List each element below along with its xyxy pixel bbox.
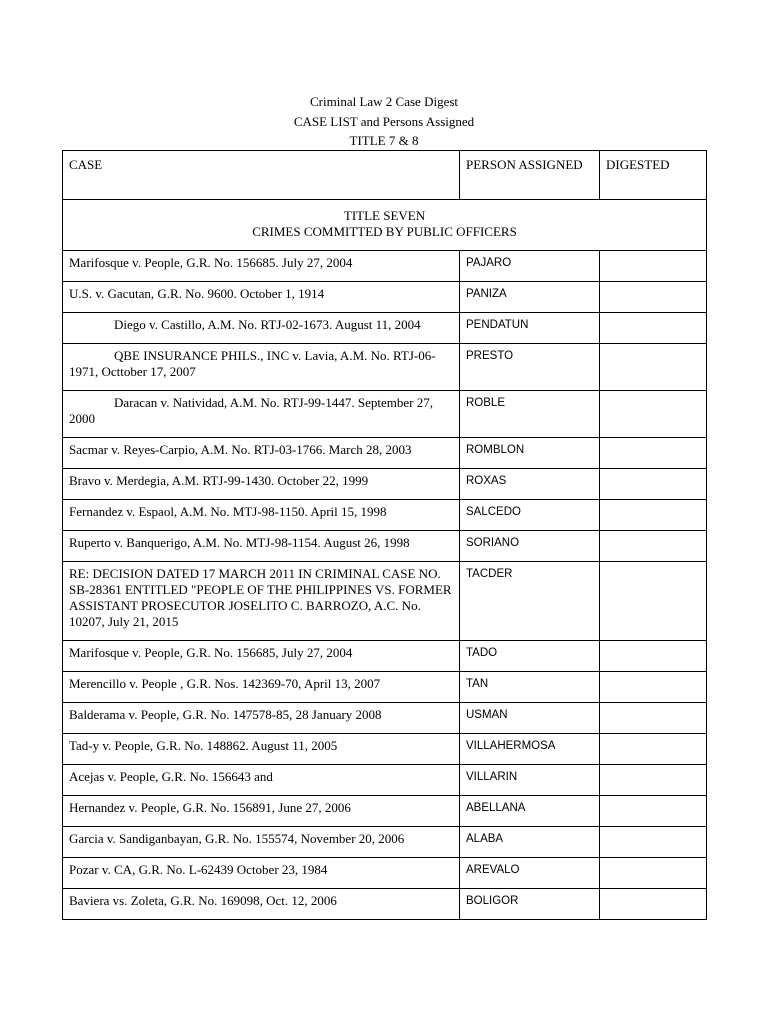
case-cell: Pozar v. CA, G.R. No. L-62439 October 23, 1984 [63, 858, 460, 889]
document-heading [0, 92, 768, 151]
person-cell: ABELLANA [460, 796, 600, 827]
person-cell: TACDER [460, 562, 600, 641]
table-row [63, 641, 707, 672]
digested-cell [600, 251, 707, 282]
case-cell: Fernandez v. Espaol, A.M. No. MTJ-98-1150. April 15, 1998 [63, 500, 460, 531]
digested-cell [600, 562, 707, 641]
digested-cell [600, 827, 707, 858]
person-cell: PRESTO [460, 344, 600, 391]
digested-cell [600, 282, 707, 313]
section-row [63, 200, 707, 251]
digested-cell [600, 889, 707, 920]
person-cell: VILLAHERMOSA [460, 734, 600, 765]
table-row [63, 313, 707, 344]
table-row [63, 344, 707, 391]
case-cell: U.S. v. Gacutan, G.R. No. 9600. October 1, 1914 [63, 282, 460, 313]
table-header-row [63, 151, 707, 200]
person-cell: ROMBLON [460, 438, 600, 469]
person-cell: PENDATUN [460, 313, 600, 344]
doc-title: Criminal Law 2 Case Digest [309, 94, 459, 109]
case-cell: Tad-y v. People, G.R. No. 148862. August 11, 2005 [63, 734, 460, 765]
digested-cell [600, 531, 707, 562]
person-cell: TADO [460, 641, 600, 672]
table-row [63, 391, 707, 438]
person-cell: ROXAS [460, 469, 600, 500]
case-cell: Daracan v. Natividad, A.M. No. RTJ-99-1447. September 27, 2000 [63, 391, 460, 438]
case-cell: Ruperto v. Banquerigo, A.M. No. MTJ-98-1154. August 26, 1998 [63, 531, 460, 562]
table-row [63, 251, 707, 282]
table-row [63, 703, 707, 734]
person-cell: PANIZA [460, 282, 600, 313]
case-cell: Marifosque v. People, G.R. No. 156685, July 27, 2004 [63, 641, 460, 672]
digested-cell [600, 796, 707, 827]
case-cell: Diego v. Castillo, A.M. No. RTJ-02-1673. August 11, 2004 [63, 313, 460, 344]
section-heading [63, 200, 707, 251]
table-row [63, 796, 707, 827]
person-cell: TAN [460, 672, 600, 703]
case-cell: Merencillo v. People , G.R. Nos. 142369-70, April 13, 2007 [63, 672, 460, 703]
digested-cell [600, 313, 707, 344]
digested-cell [600, 703, 707, 734]
table-row [63, 827, 707, 858]
case-cell: QBE INSURANCE PHILS., INC v. Lavia, A.M. No. RTJ-06-1971, Octtober 17, 2007 [63, 344, 460, 391]
table-row [63, 562, 707, 641]
person-cell: AREVALO [460, 858, 600, 889]
person-cell: BOLIGOR [460, 889, 600, 920]
person-cell: SALCEDO [460, 500, 600, 531]
header-digested: DIGESTED [600, 151, 707, 200]
case-cell: Marifosque v. People, G.R. No. 156685. July 27, 2004 [63, 251, 460, 282]
doc-subtitle: CASE LIST and Persons Assigned [293, 113, 475, 129]
digested-cell [600, 469, 707, 500]
digested-cell [600, 641, 707, 672]
section-title: TITLE SEVEN [343, 208, 426, 223]
case-cell: Balderama v. People, G.R. No. 147578-85, 28 January 2008 [63, 703, 460, 734]
digested-cell [600, 765, 707, 796]
table-row [63, 531, 707, 562]
digested-cell [600, 391, 707, 438]
person-cell: SORIANO [460, 531, 600, 562]
table-row [63, 282, 707, 313]
table-row [63, 672, 707, 703]
digested-cell [600, 344, 707, 391]
case-list-table [62, 150, 707, 920]
case-cell: Baviera vs. Zoleta, G.R. No. 169098, Oct. 12, 2006 [63, 889, 460, 920]
digested-cell [600, 858, 707, 889]
case-cell: Hernandez v. People, G.R. No. 156891, June 27, 2006 [63, 796, 460, 827]
case-cell: RE: DECISION DATED 17 MARCH 2011 IN CRIMINAL CASE NO. SB-28361 ENTITLED "PEOPLE OF THE PHILIPPINES VS. FORMER ASSISTANT PROSECUTOR JOSELITO C. BARROZO, A.C. No. 10207, July 21, 2015 [63, 562, 460, 641]
table-row [63, 765, 707, 796]
digested-cell [600, 500, 707, 531]
person-cell: USMAN [460, 703, 600, 734]
section-subtitle: CRIMES COMMITTED BY PUBLIC OFFICERS [252, 224, 517, 239]
digested-cell [600, 672, 707, 703]
doc-title-range: TITLE 7 & 8 [349, 133, 419, 148]
table-row [63, 734, 707, 765]
table-row [63, 500, 707, 531]
person-cell: ROBLE [460, 391, 600, 438]
digested-cell [600, 438, 707, 469]
table-row [63, 889, 707, 920]
table-row [63, 858, 707, 889]
case-cell: Garcia v. Sandiganbayan, G.R. No. 155574, November 20, 2006 [63, 827, 460, 858]
case-cell: Acejas v. People, G.R. No. 156643 and [63, 765, 460, 796]
person-cell: PAJARO [460, 251, 600, 282]
header-case: CASE [63, 151, 460, 200]
table-row [63, 469, 707, 500]
case-cell: Bravo v. Merdegia, A.M. RTJ-99-1430. October 22, 1999 [63, 469, 460, 500]
table-row [63, 438, 707, 469]
digested-cell [600, 734, 707, 765]
header-person-assigned: PERSON ASSIGNED [460, 151, 600, 200]
case-cell: Sacmar v. Reyes-Carpio, A.M. No. RTJ-03-1766. March 28, 2003 [63, 438, 460, 469]
person-cell: ALABA [460, 827, 600, 858]
person-cell: VILLARIN [460, 765, 600, 796]
